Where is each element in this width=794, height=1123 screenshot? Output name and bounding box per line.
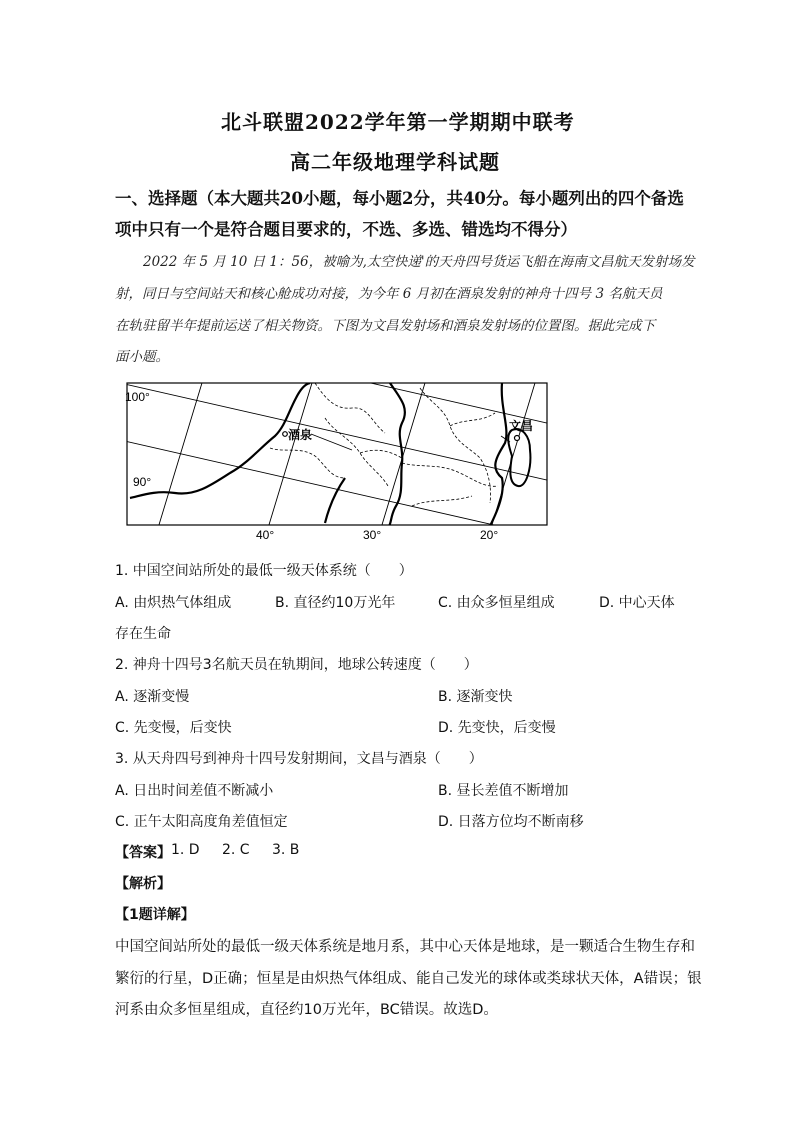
question-2-stem: 2. 神舟十四号3名航天员在轨期间，地球公转速度（ ） xyxy=(115,657,478,673)
question-1-stem: 1. 中国空间站所处的最低一级天体系统（ ） xyxy=(115,563,413,579)
location-map xyxy=(120,378,560,543)
analysis-sub-label: 【1题详解】 xyxy=(115,907,195,923)
lon-label-20: 20° xyxy=(480,528,499,542)
question-1-option-d-continued: 存在生命 xyxy=(115,626,171,642)
answer-label: 【答案】 xyxy=(115,845,171,861)
question-3-option-d: D. 日落方位均不断南移 xyxy=(438,814,584,830)
wenchang-label: 文昌 xyxy=(509,419,534,433)
question-3-option-b: B. 昼长差值不断增加 xyxy=(438,783,569,799)
map-frame xyxy=(127,383,547,525)
question-1-option-c: C. 由众多恒星组成 xyxy=(438,595,555,611)
lat-label-100: 100° xyxy=(125,390,150,404)
question-3-option-c: C. 正午太阳高度角差值恒定 xyxy=(115,814,288,830)
question-2-option-a: A. 逐渐变慢 xyxy=(115,689,190,705)
answer-item-1: 1. D xyxy=(171,842,200,858)
intro-line3: 在轨驻留半年提前运送了相关物资。下图为文昌发射场和酒泉发射场的位置图。据此完成下 xyxy=(115,318,655,334)
intro-line4: 面小题。 xyxy=(115,349,169,365)
question-2-option-b: B. 逐渐变快 xyxy=(438,689,513,705)
question-2-option-c: C. 先变慢，后变快 xyxy=(115,720,232,736)
analysis-line3: 河系由众多恒星组成，直径约10万光年，BC错误。故选D。 xyxy=(115,1002,498,1018)
analysis-line1: 中国空间站所处的最低一级天体系统是地月系，其中心天体是地球，是一颗适合生物生存和 xyxy=(115,939,695,955)
question-2-option-d: D. 先变快，后变慢 xyxy=(438,720,556,736)
intro-line2: 射，同日与空间站天和核心舱成功对接，为今年 6 月初在酒泉发射的神舟十四号 3 名航天员 xyxy=(115,286,663,302)
question-1-option-a: A. 由炽热气体组成 xyxy=(115,595,232,611)
lon-label-30: 30° xyxy=(363,528,382,542)
section-heading-line2: 项中只有一个是符合题目要求的，不选、多选、错选均不得分） xyxy=(115,220,577,239)
jiuquan-label: 酒泉 xyxy=(288,428,313,442)
analysis-line2: 繁衍的行星，D正确；恒星是由炽热气体组成、能自己发光的球体或类球状天体，A错误；银 xyxy=(115,971,702,987)
exam-title: 北斗联盟2022学年第一学期期中联考 xyxy=(221,110,575,134)
question-3-stem: 3. 从天舟四号到神舟十四号发射期间，文昌与酒泉（ ） xyxy=(115,751,483,767)
wenchang-marker xyxy=(515,436,520,441)
question-1-option-d: D. 中心天体 xyxy=(599,595,675,611)
exam-subtitle: 高二年级地理学科试题 xyxy=(290,150,500,174)
answer-item-2: 2. C xyxy=(222,842,250,858)
question-3-option-a: A. 日出时间差值不断减小 xyxy=(115,783,274,799)
answer-item-3: 3. B xyxy=(272,842,300,858)
lat-label-90: 90° xyxy=(133,475,152,489)
question-1-option-b: B. 直径约10万光年 xyxy=(275,595,396,611)
section-heading-line1: 一、选择题（本大题共20小题，每小题2分，共40分。每小题列出的四个备选 xyxy=(115,189,684,208)
lon-label-40: 40° xyxy=(256,528,275,542)
intro-line1: 2022 年 5 月 10 日 1：56，被喻为,太空快递'的天舟四号货运飞船在海南文昌航天发射场发 xyxy=(143,254,695,270)
jiuquan-marker xyxy=(283,432,288,437)
analysis-label: 【解析】 xyxy=(115,876,171,892)
